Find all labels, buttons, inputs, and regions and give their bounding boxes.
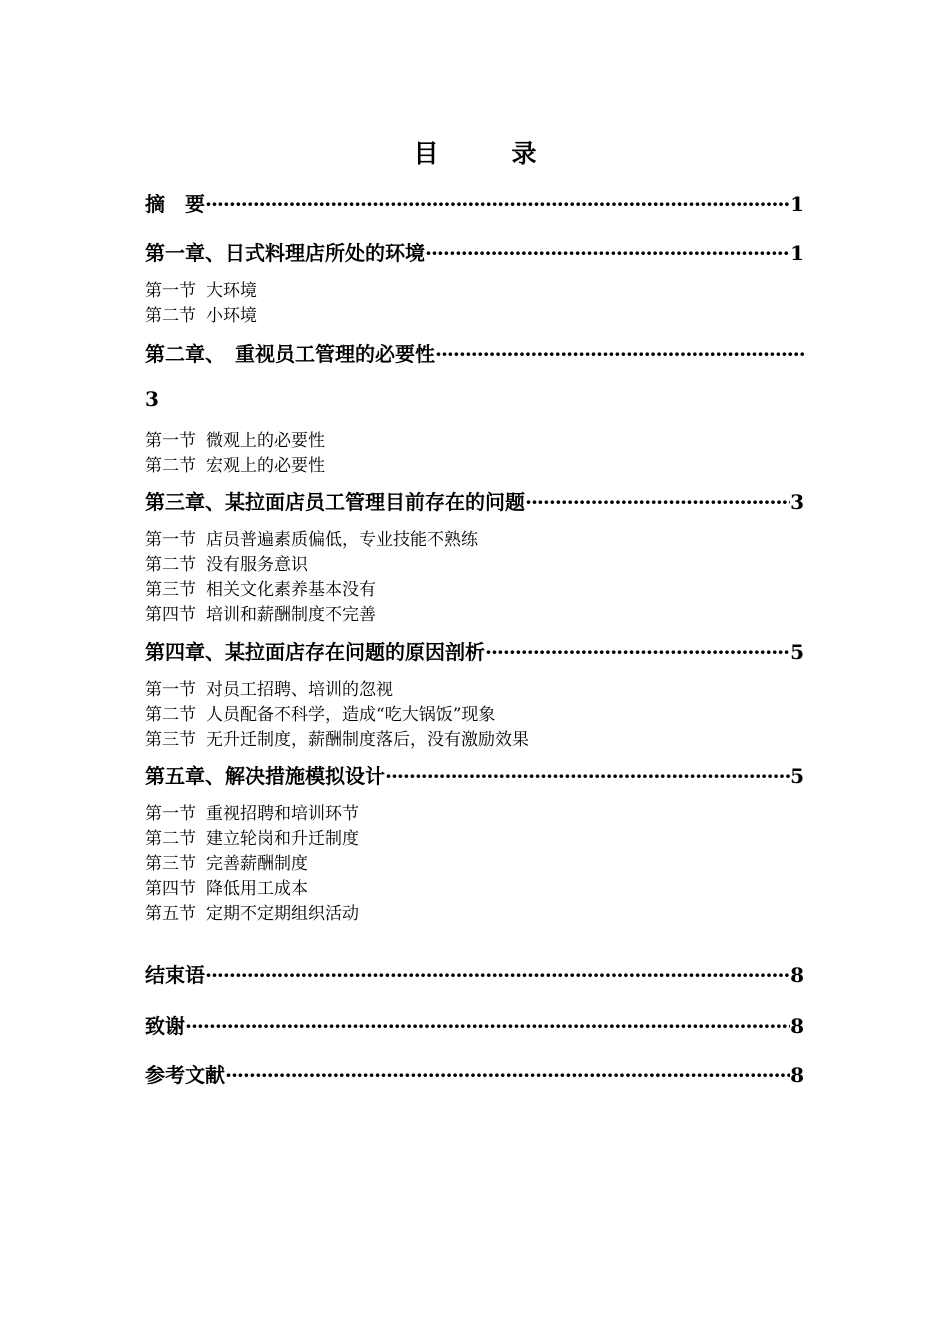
section-number: 第五节: [145, 904, 196, 924]
toc-section-2-1[interactable]: [145, 426, 325, 451]
section-title: 对员工招聘、培训的忽视: [206, 680, 393, 700]
toc-leader-dots: [205, 963, 790, 987]
toc-entry-page: 8: [790, 1014, 804, 1038]
toc-entry-label: 第二章、 重视员工管理的必要性: [145, 342, 435, 366]
toc-entry-page: 1: [790, 241, 804, 265]
toc-section-4-1[interactable]: [145, 675, 393, 700]
toc-section-5-5[interactable]: [145, 899, 359, 924]
toc-entry-label: 第五章、解决措施模拟设计: [145, 764, 385, 788]
toc-leader-dots: [225, 1063, 790, 1087]
section-title: 无升迁制度，薪酬制度落后，没有激励效果: [206, 730, 529, 750]
toc-entry-label: 第三章、某拉面店员工管理目前存在的问题: [145, 490, 525, 514]
toc-section-5-1[interactable]: [145, 799, 359, 824]
toc-entry-chapter-3[interactable]: [145, 486, 804, 515]
toc-leader-dots: [185, 1014, 790, 1038]
toc-section-1-1[interactable]: [145, 276, 257, 301]
section-number: 第一节: [145, 804, 196, 824]
toc-leader-dots: [205, 192, 790, 216]
section-number: 第三节: [145, 854, 196, 874]
section-number: 第四节: [145, 879, 196, 899]
section-number: 第二节: [145, 456, 196, 476]
toc-entry-references[interactable]: [145, 1059, 804, 1088]
toc-entry-page-wrapped: 3: [145, 387, 159, 411]
section-title: 没有服务意识: [206, 555, 308, 575]
toc-section-5-3[interactable]: [145, 849, 308, 874]
toc-entry-chapter-5[interactable]: [145, 760, 804, 789]
toc-entry-chapter-2[interactable]: [145, 338, 804, 367]
section-number: 第二节: [145, 555, 196, 575]
toc-entry-label: 参考文献: [145, 1063, 225, 1087]
toc-entry-page: 3: [790, 490, 804, 514]
toc-entry-page: 1: [790, 192, 804, 216]
toc-entry-abstract[interactable]: [145, 188, 804, 217]
page-title: 目 录: [413, 139, 561, 168]
toc-entry-acknowledgements[interactable]: [145, 1010, 804, 1039]
toc-entry-label: 第四章、某拉面店存在问题的原因剖析: [145, 640, 485, 664]
toc-leader-dots: [485, 640, 790, 664]
toc-entry-conclusion[interactable]: [145, 959, 804, 988]
section-title: 小环境: [206, 306, 257, 326]
toc-section-4-2[interactable]: [145, 700, 495, 725]
toc-section-5-2[interactable]: [145, 824, 359, 849]
toc-section-1-2[interactable]: [145, 301, 257, 326]
toc-section-3-2[interactable]: [145, 550, 308, 575]
toc-entry-label: 摘 要: [145, 192, 205, 216]
toc-leader-dots: [435, 342, 804, 366]
section-title: 建立轮岗和升迁制度: [206, 829, 359, 849]
toc-section-4-3[interactable]: [145, 725, 529, 750]
toc-leader-dots: [385, 764, 790, 788]
section-number: 第一节: [145, 680, 196, 700]
section-number: 第二节: [145, 705, 196, 725]
toc-leader-dots: [525, 490, 790, 514]
section-number: 第二节: [145, 829, 196, 849]
section-title: 店员普遍素质偏低，专业技能不熟练: [206, 530, 478, 550]
section-title: 相关文化素养基本没有: [206, 580, 376, 600]
section-title: 定期不定期组织活动: [206, 904, 359, 924]
section-title: 微观上的必要性: [206, 431, 325, 451]
toc-entry-label: 结束语: [145, 963, 205, 987]
toc-entry-page: 5: [790, 640, 804, 664]
toc-entry-page: 5: [790, 764, 804, 788]
toc-entry-page: 8: [790, 1063, 804, 1087]
toc-section-3-4[interactable]: [145, 600, 376, 625]
section-number: 第三节: [145, 580, 196, 600]
toc-entry-label: 第一章、日式料理店所处的环境: [145, 241, 425, 265]
section-title: 完善薪酬制度: [206, 854, 308, 874]
toc-entry-chapter-4[interactable]: [145, 636, 804, 665]
section-number: 第一节: [145, 281, 196, 301]
toc-entry-page: 8: [790, 963, 804, 987]
toc-section-2-2[interactable]: [145, 451, 325, 476]
toc-section-3-3[interactable]: [145, 575, 376, 600]
section-number: 第三节: [145, 730, 196, 750]
toc-section-5-4[interactable]: [145, 874, 308, 899]
toc-leader-dots: [425, 241, 790, 265]
toc-entry-label: 致谢: [145, 1014, 185, 1038]
section-title: 重视招聘和培训环节: [206, 804, 359, 824]
section-number: 第四节: [145, 605, 196, 625]
section-number: 第一节: [145, 431, 196, 451]
section-title: 降低用工成本: [206, 879, 308, 899]
toc-section-3-1[interactable]: [145, 525, 478, 550]
section-title: 大环境: [206, 281, 257, 301]
toc-entry-chapter-1[interactable]: [145, 237, 804, 266]
section-number: 第二节: [145, 306, 196, 326]
section-number: 第一节: [145, 530, 196, 550]
section-title: 宏观上的必要性: [206, 456, 325, 476]
section-title: 人员配备不科学，造成“吃大锅饭”现象: [206, 705, 496, 725]
section-title: 培训和薪酬制度不完善: [206, 605, 376, 625]
